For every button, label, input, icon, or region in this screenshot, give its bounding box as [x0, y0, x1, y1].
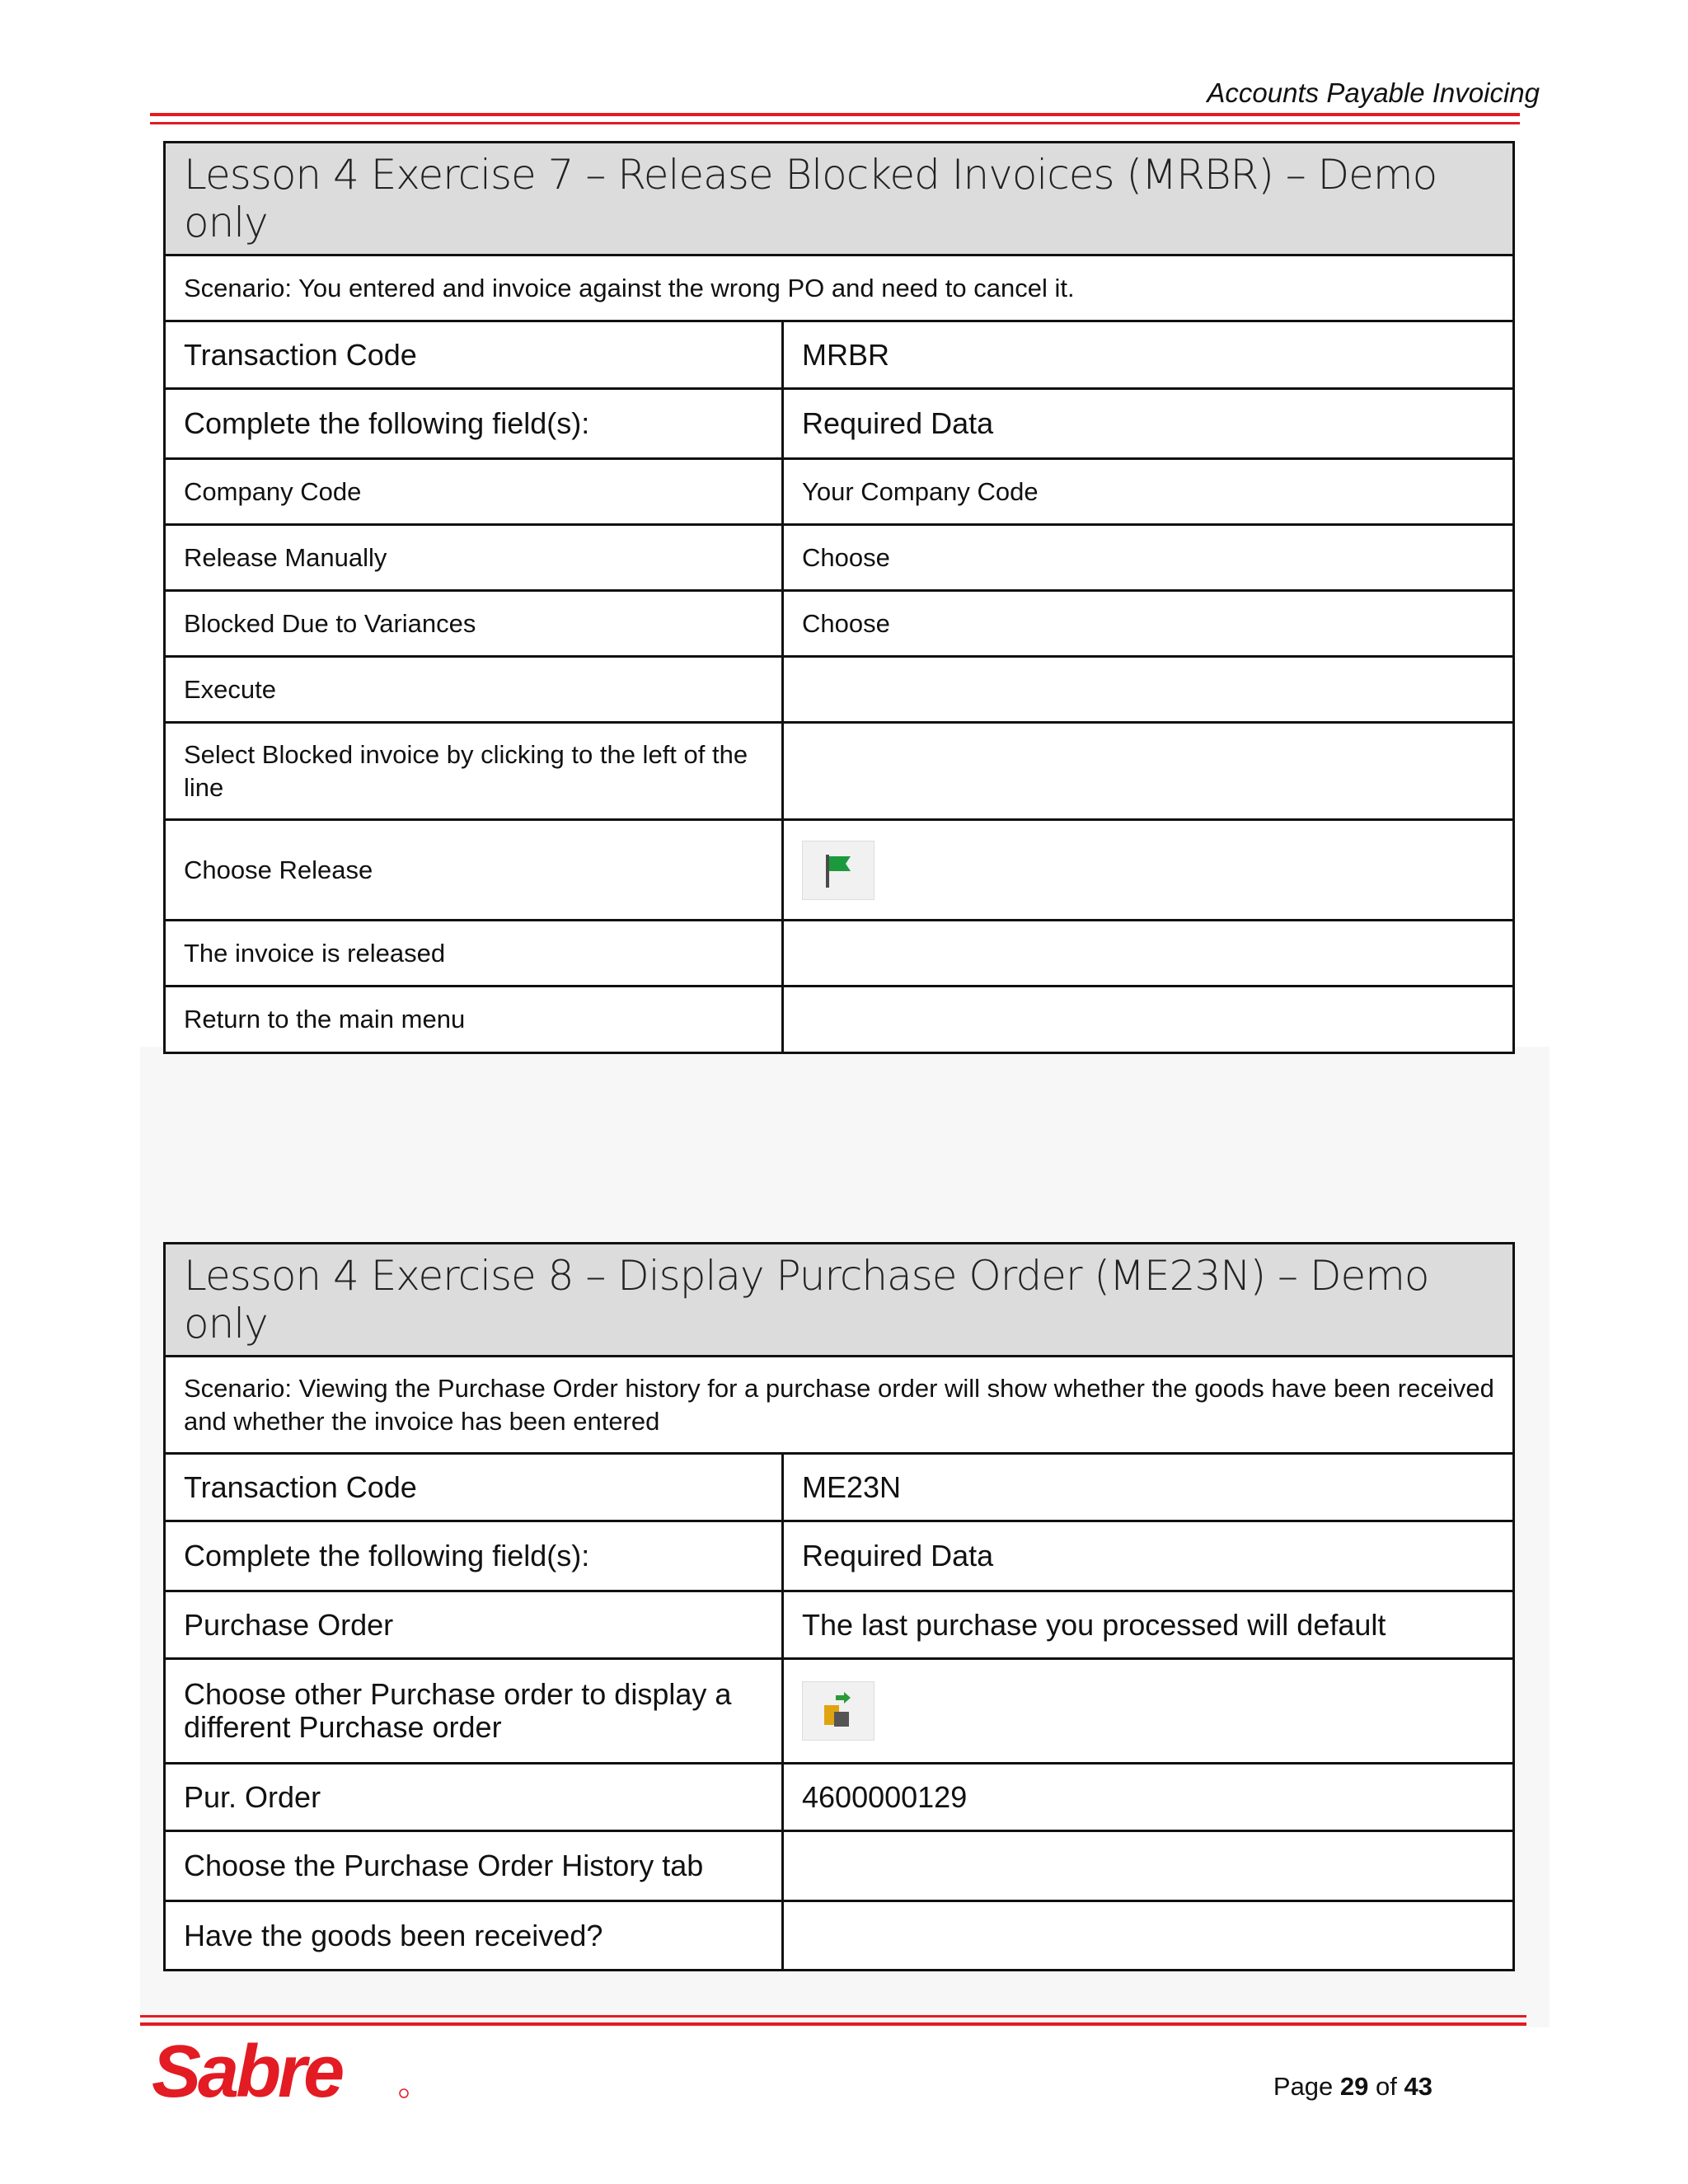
footer-rule-bottom — [140, 2022, 1526, 2026]
table-row — [166, 526, 1512, 592]
row-label: Pur. Order — [166, 1765, 784, 1830]
page-current: 29 — [1339, 2072, 1369, 2101]
exercise-8-table — [163, 1242, 1515, 1971]
row-value — [784, 921, 1512, 985]
page-of: of — [1376, 2072, 1397, 2101]
header-rule-top — [150, 113, 1520, 116]
row-label: Select Blocked invoice by clicking to the left of the line — [166, 724, 784, 818]
document-header-title: Accounts Payable Invoicing — [1207, 77, 1540, 108]
row-value: Required Data — [802, 1539, 994, 1572]
row-label: Blocked Due to Variances — [166, 592, 784, 655]
svg-text:Sabre: Sabre — [152, 2031, 342, 2113]
row-value: MRBR — [802, 337, 889, 372]
table-row — [166, 821, 1512, 921]
row-value — [784, 821, 1512, 919]
row-label: Complete the following field(s): — [166, 390, 784, 457]
table-row — [166, 1660, 1512, 1765]
page-label: Page — [1273, 2072, 1334, 2101]
table-row — [166, 460, 1512, 526]
table-row — [166, 1902, 1512, 1969]
row-label: Transaction Code — [166, 322, 784, 387]
row-value: The last purchase you processed will default — [802, 1607, 1386, 1642]
row-label: The invoice is released — [166, 921, 784, 985]
row-value — [784, 1660, 1512, 1762]
page-number — [1273, 2072, 1432, 2102]
table-row — [166, 390, 1512, 460]
sabre-logo — [148, 2031, 429, 2117]
row-value — [784, 1832, 1512, 1900]
release-flag-icon — [802, 841, 874, 900]
exercise-8-title: Lesson 4 Exercise 8 – Display Purchase Order (ME23N) – Demo only — [166, 1244, 1512, 1357]
exercise-7-title: Lesson 4 Exercise 7 – Release Blocked Invoices (MRBR) – Demo only — [166, 143, 1512, 256]
row-label: Choose Release — [166, 821, 784, 919]
row-label: Choose the Purchase Order History tab — [166, 1832, 784, 1900]
row-value: Choose — [802, 542, 890, 572]
row-value — [784, 1902, 1512, 1969]
row-label: Transaction Code — [166, 1455, 784, 1520]
table-row — [166, 724, 1512, 821]
footer-rule-top — [140, 2015, 1526, 2018]
exercise-7-scenario: Scenario: You entered and invoice against the wrong PO and need to cancel it. — [166, 256, 1512, 322]
exercise-7-table — [163, 141, 1515, 1054]
table-row — [166, 322, 1512, 390]
table-row — [166, 987, 1512, 1052]
row-value: Choose — [802, 608, 890, 638]
row-value — [784, 987, 1512, 1052]
row-value: Required Data — [802, 406, 994, 440]
row-label: Choose other Purchase order to display a different Purchase order — [166, 1660, 784, 1762]
exercise-8-scenario: Scenario: Viewing the Purchase Order history for a purchase order will show whether the goods have been received and whether the invoice has been entered — [166, 1357, 1512, 1455]
row-value — [784, 724, 1512, 818]
row-label: Return to the main menu — [166, 987, 784, 1052]
table-row — [166, 1765, 1512, 1832]
row-value: ME23N — [802, 1469, 902, 1504]
table-row — [166, 592, 1512, 658]
table-row — [166, 1522, 1512, 1592]
row-label: Execute — [166, 658, 784, 721]
row-value: Your Company Code — [802, 476, 1039, 506]
row-label: Company Code — [166, 460, 784, 523]
row-label: Complete the following field(s): — [166, 1522, 784, 1590]
table-row — [166, 658, 1512, 724]
row-value — [784, 658, 1512, 721]
row-label: Release Manually — [166, 526, 784, 589]
table-row — [166, 1832, 1512, 1902]
header-rule-bottom — [150, 122, 1520, 124]
table-row — [166, 1592, 1512, 1660]
row-label: Have the goods been received? — [166, 1902, 784, 1969]
row-label: Purchase Order — [166, 1592, 784, 1657]
table-row — [166, 921, 1512, 987]
other-purchase-order-icon — [802, 1681, 874, 1741]
row-value: 4600000129 — [802, 1779, 968, 1814]
page-total: 43 — [1404, 2072, 1432, 2101]
table-row — [166, 1455, 1512, 1522]
